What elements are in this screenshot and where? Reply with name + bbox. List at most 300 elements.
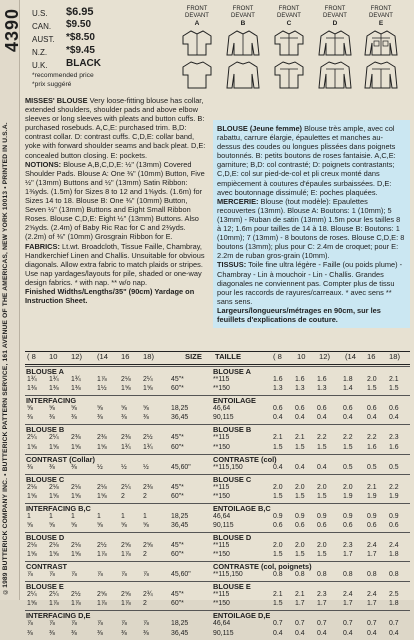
yardage-value-yards: 1⅜ [49,385,59,393]
yardage-value-yards: 2 [143,600,147,608]
fabric-width-inches: 36,45 [171,629,189,637]
description-french [213,120,410,328]
yardage-value-yards: 2¾ [143,591,153,599]
yardage-value-metres: 2.0 [295,542,305,549]
yardage-value-metres: 2.1 [295,434,305,442]
yardage-value-yards: ⅜ [143,629,149,637]
yardage-value-metres: 0.5 [389,463,399,471]
yardage-value-metres: 0.9 [295,512,305,520]
blouse-back-icon [364,60,398,90]
size-label: 18) [143,352,154,361]
yardage-value-yards: ⅞ [97,571,103,579]
yardage-value-metres: 2.3 [389,434,399,442]
finished-text: Finished Widths/Lengths/35" (90cm) Yardage on Instruction Sheet. [25,286,195,306]
size-label: ( 8 [273,352,282,361]
yardage-value-yards: ⅝ [143,405,149,413]
yardage-value-metres: 0.6 [343,522,353,529]
garment-title: BLOUSE (Jeune femme) [217,124,303,133]
view-caption: FRONT DEVANT [231,6,255,19]
view-letter: E [378,20,384,27]
view-d [314,6,356,57]
yardage-value-metres: 2.0 [273,483,283,491]
yardage-value-metres: 2.0 [317,483,327,491]
yardage-value-yards: 1⅜ [71,385,81,393]
yardage-value-metres: 0.8 [317,571,327,579]
yardage-value-metres: 1.7 [367,600,377,608]
yardage-value-metres: 0.4 [367,414,377,422]
garment-description: Blouse très ample, avec col rabattu, carrure élargie, épaulettes et manches au-dessus des coudes ou longues plissées dans poignets boutonnés. B: petits boutons de roses fantaisie. A,C,E: garniture; B,D: col contrasté; D: poignets contrastants; C,D,E: col sur pied-de-col et pli creux monté dans empiècement à coutures d'épaules surbaissées. D,E: avec boutonnage dissimulé; E: poches plaquées. [217,124,396,197]
yardage-value-metres: 1.5 [343,443,353,451]
yardage-value-yards: 1⅝ [49,443,59,451]
yardage-value-metres: 0.4 [317,463,327,471]
yardage-value-yards: ⅝ [71,522,77,529]
yardage-value-metres: 1.5 [273,443,283,451]
yardage-value-metres: 2.4 [367,591,377,599]
yardage-value-metres: 1.9 [367,492,377,500]
blouse-sketch-icon [318,29,352,57]
yardage-value-yards: 2⅛ [49,483,59,491]
size-label: 16 [367,352,376,361]
yardage-row [25,414,410,424]
back-view-c [268,58,310,90]
yardage-value-metres: 0.5 [343,463,353,471]
yardage-value-yards: ½ [143,463,149,471]
yardage-value-yards: 1 [143,512,147,520]
view-a [176,6,218,57]
side-credit: ©1989 BUTTERICK COMPANY INC. • BUTTERICK PATTERN SERVICE, 161 AVENUE OF THE AMERICAS, NEW YORK 10013 • PRINTED IN U.S.A. [2,122,9,595]
yardage-value-yards: 2 [143,492,147,500]
yardage-value-yards: 1⅝ [71,443,81,451]
yardage-value-metres: 0.6 [343,405,353,413]
yardage-value-metres: 0.8 [389,571,399,579]
fabric-width-inches: 18,25 [171,405,189,413]
yardage-value-yards: ⅞ [121,571,127,579]
yardage-value-metres: 1.6 [367,443,377,451]
blouse-back-icon [226,60,260,90]
pattern-number: 4390 [2,8,22,53]
yardage-row [25,385,410,395]
yardage-value-metres: 0.4 [389,414,399,422]
yardage-value-yards: 2¼ [49,434,59,442]
yardage-value-metres: 1.3 [317,385,327,393]
yardage-value-metres: 1.5 [317,443,327,451]
yardage-value-metres: 1.6 [295,376,305,383]
fabric-width-inches: 45"* [171,376,184,383]
recommended-note-en: *recommended price [32,72,94,79]
yardage-value-metres: 1.5 [273,551,283,559]
yardage-value-yards: 1¾ [27,376,37,383]
fabric-width-inches: 45"* [171,483,184,491]
finished-note [217,306,406,324]
fabric-width-cm: **115,150 [213,463,243,471]
yardage-value-metres: 2.0 [273,542,283,549]
yardage-value-yards: ⅝ [71,405,77,413]
description-paragraph [217,124,406,197]
fabric-width-inches: 36,45 [171,414,189,422]
yardage-table [25,366,410,637]
yardage-value-yards: ⅝ [49,405,55,413]
yardage-value-yards: 2⅜ [97,434,107,442]
view-b [222,6,264,57]
yardage-row [25,630,410,640]
price-row [32,6,164,19]
yardage-value-yards: ⅜ [49,629,55,637]
fabric-width-cm: **150 [213,492,230,500]
yardage-row [25,444,410,454]
fabric-width-inches: 36,45 [171,522,189,529]
section-label-en: INTERFACING D,E [26,611,91,621]
yardage-value-yards: 2¼ [27,434,37,442]
fabric-width-cm: 46,64 [213,405,231,413]
view-letter: D [332,20,338,27]
fabric-width-inches: 60"* [171,551,184,559]
size-label: (14 [97,352,108,361]
fabrics-text: Lt.wt. Broadcloth, Tissue Faille, Chambray, Handkerchief Linen and Challis. Unsuitable for obvious diagonals. Allow extra fabric to match plaids or stripes. Use nap yardages/layouts for pile, shaded or one-way design fabrics. * with nap. ** w/o nap. [25,241,205,287]
blouse-sketch-icon [226,29,260,57]
yardage-value-yards: 2⅛ [27,542,37,549]
yardage-value-yards: 1 [71,512,75,520]
yardage-value-metres: 1.5 [273,600,283,608]
section-label-fr: CONTRASTE (col, poignets) [213,562,312,572]
yardage-value-metres: 0.9 [317,512,327,520]
yardage-value-metres: 1.3 [295,385,305,393]
view-letter: A [194,20,200,27]
view-letter: B [240,20,246,27]
yardage-value-yards: 1⅝ [97,443,107,451]
section-label-en: BLOUSE B [26,425,65,435]
fabric-width-cm: **115 [213,542,230,549]
fabric-width-inches: 18,25 [171,620,189,628]
size-label: 12) [71,352,82,361]
notions-paragraph [25,160,206,242]
yardage-value-yards: ⅞ [143,571,149,579]
yardage-value-metres: 1.5 [295,551,305,559]
section-label-fr: BLOUSE A [213,367,251,376]
yardage-value-yards: ⅜ [71,463,77,471]
yardage-value-yards: 1 [121,512,125,520]
yardage-value-metres: 0.4 [273,463,283,471]
yardage-row [25,571,410,581]
price-amount: $6.95 [66,6,94,18]
fabric-width-cm: **115 [213,483,230,491]
back-view-d [314,58,356,90]
yardage-value-metres: 0.6 [295,405,305,413]
section-label-en: INTERFACING [26,396,77,406]
yardage-row [25,551,410,561]
yardage-value-metres: 0.9 [343,512,353,520]
yardage-value-metres: 1.4 [343,385,353,393]
size-label: 16 [121,352,130,361]
yardage-value-metres: 0.7 [343,620,353,628]
fabric-width-cm: **115,150 [213,571,243,579]
yardage-value-yards: 2½ [71,591,81,599]
yardage-value-yards: 2⅜ [121,434,131,442]
yardage-value-metres: 1.7 [343,600,353,608]
yardage-value-yards: ⅞ [27,571,33,579]
notions-text: Blouse A,B,C,D,E: ½" (13mm) Covered Shoulder Pads. Blouse A: One ⅜" (10mm) Button, Five ½" (13mm) Buttons and ½" (13mm) Satin Ribbon: 1⅜yds. (1.5m) for Sizes 8 to 12 and 1⅝yds. (1.6m) for Sizes 14 to 18. Blouse B: One ⅜" (10mm) Button, Seven ½" (13mm) Buttons and Eight Small Ribbon Roses. Blouse C,D,E: Eight ½" (13mm) Buttons. Also 2⅝yds. (2.4m) of Baby Ric Rac for C and 2⅜yds. (2.2m) of ⅜" (10mm) Grosgrain Ribbon for E. [25,159,205,242]
yardage-value-metres: 1.9 [389,492,399,500]
yardage-value-metres: 2.2 [389,483,399,491]
yardage-value-metres: 2.3 [317,591,327,599]
yardage-value-yards: ⅜ [97,414,103,422]
yardage-value-metres: 2.1 [273,434,283,442]
yardage-value-yards: 2⅛ [49,542,59,549]
yardage-value-yards: 2⅝ [121,591,131,599]
price-amount: $9.50 [66,19,92,30]
yardage-value-metres: 1.5 [295,443,305,451]
yardage-value-yards: ⅜ [143,414,149,422]
yardage-value-yards: 1 [49,512,53,520]
garment-description: Very loose-fitting blouse has collar, extended shoulders, shoulder pads and above elbow sleeves or long sleeves with pleats and button cuffs. B: purchased rosebuds. A,C,E: purchased trim. B,D: contrast collar. D: contrast cuffs. C,D,E: collar band, yoke with forward shoulder seams and back pleat. D,E: concealed button closing. E: pockets. [25,96,206,160]
back-view-a [176,58,218,90]
yardage-value-metres: 0.4 [317,414,327,422]
fabric-width-inches: 45"* [171,542,184,549]
section-label-en: BLOUSE D [26,533,65,542]
fabrics-label: FABRICS: [25,241,60,251]
notions-text: Blouse (tout modèle): Epaulettes recouvertes (13mm). Blouse A: Boutons: 1 (10mm); 5 (13mm) - Ruban de satin (13mm) 1.5m pour les tailles 8 à 12; 1.6m pour tailles de 14 à 18. Blouse B: Boutons: 1 (10mm); 7 (13mm) - 8 boutons de roses. Blouse C,D,E: 8 boutons (13mm); plus pour C: 2.4m de croquet; pour E: 2.2m de ruban gros-grain (10mm). [217,196,405,261]
notions-paragraph [217,197,406,261]
fabric-width-inches: 45"* [171,591,184,599]
yardage-value-yards: 2⅜ [71,434,81,442]
price-country: N.Z. [32,48,48,57]
yardage-value-yards: 1⅝ [27,443,37,451]
view-caption: FRONT DEVANT [369,6,393,19]
yardage-value-metres: 0.7 [367,620,377,628]
fabric-width-cm: 46,64 [213,512,231,520]
yardage-value-metres: 1.6 [273,376,283,383]
yardage-value-yards: ⅜ [71,629,77,637]
yardage-value-yards: 1⅞ [121,600,131,608]
price-country: U.K. [32,61,48,70]
yardage-row [25,464,410,474]
yardage-value-metres: 0.4 [273,629,283,637]
size-label: 18) [389,352,400,361]
yardage-value-metres: 1.5 [317,492,327,500]
fabric-width-cm: 46,64 [213,620,231,628]
price-country: U.S. [32,9,48,18]
fabric-width-inches: 60"* [171,385,184,393]
yardage-value-metres: 2.1 [295,591,305,599]
yardage-value-yards: 1⅞ [97,600,107,608]
yardage-value-yards: 1¾ [71,376,81,383]
header-rule [25,364,410,365]
yardage-value-yards: 2⅝ [143,542,153,549]
yardage-value-yards: ⅝ [97,522,103,529]
yardage-value-metres: 1.5 [273,492,283,500]
fabric-width-cm: 90,115 [213,414,234,422]
fabric-width-inches: 60"* [171,600,184,608]
size-label: 10 [49,352,58,361]
yardage-value-metres: 0.4 [343,629,353,637]
yardage-value-yards: ⅝ [27,405,33,413]
yardage-value-metres: 0.4 [343,414,353,422]
yardage-value-metres: 2.4 [343,591,353,599]
yardage-value-metres: 2.0 [367,376,377,383]
yardage-value-yards: 2 [121,492,125,500]
yardage-value-yards: 1⅞ [49,600,59,608]
fabric-width-cm: **150 [213,551,230,559]
yardage-value-yards: ⅞ [27,620,33,628]
yardage-value-yards: 1⅞ [97,376,107,383]
yardage-row [25,600,410,610]
yardage-value-yards: 2¼ [143,376,153,383]
fabric-width-cm: **150 [213,600,230,608]
yardage-value-yards: 2⅛ [97,483,107,491]
fabrics-paragraph [25,242,206,287]
yardage-value-metres: 1.5 [389,385,399,393]
yardage-value-metres: 2.2 [317,434,327,442]
yardage-row [25,522,410,532]
size-title: TAILLE [215,352,242,361]
yardage-value-metres: 0.6 [367,522,377,529]
yardage-value-yards: ⅞ [49,620,55,628]
yardage-value-yards: 2⅛ [71,542,81,549]
yardage-value-yards: 1⅝ [49,492,59,500]
yardage-value-yards: 2½ [143,434,153,442]
yardage-value-metres: 0.6 [367,405,377,413]
size-label: (14 [345,352,356,361]
yardage-value-metres: 1.5 [295,492,305,500]
yardage-value-yards: ⅜ [49,414,55,422]
yardage-value-metres: 1.5 [317,551,327,559]
yardage-value-metres: 1.7 [317,600,327,608]
notions-label: MERCERIE: [217,196,259,206]
yardage-value-metres: 1.7 [295,600,305,608]
yardage-value-metres: 2.0 [343,483,353,491]
yardage-value-yards: 2⅝ [97,591,107,599]
yardage-value-metres: 0.9 [273,512,283,520]
yardage-value-metres: 1.8 [389,600,399,608]
fabric-width-cm: **150 [213,385,230,393]
yardage-value-metres: 1.7 [367,551,377,559]
yardage-value-yards: ⅜ [27,414,33,422]
yardage-value-metres: 0.5 [367,463,377,471]
fabrics-label: TISSUS: [217,260,247,270]
yardage-value-yards: 1⅝ [121,385,131,393]
price-country: AUST. [32,35,55,44]
back-view-b [222,58,264,90]
description-paragraph [25,96,206,160]
size-label: 12) [319,352,330,361]
view-letter: C [286,20,292,27]
price-row [32,32,164,45]
blouse-back-icon [180,60,214,90]
yardage-value-metres: 2.2 [367,434,377,442]
yardage-value-metres: 1.9 [343,492,353,500]
section-label-fr: ENTOILAGE [213,396,256,406]
yardage-value-metres: 2.4 [367,542,377,549]
yardage-value-yards: ⅜ [27,629,33,637]
yardage-value-metres: 0.7 [273,620,283,628]
yardage-value-yards: ⅜ [121,414,127,422]
description-english [25,96,206,305]
yardage-value-yards: 2⅛ [27,483,37,491]
yardage-value-yards: 1⅝ [97,492,107,500]
fabric-width-inches: 45,60" [171,463,191,471]
yardage-value-yards: ⅞ [97,620,103,628]
yardage-value-metres: 2.0 [295,483,305,491]
fabric-width-cm: 90,115 [213,522,234,529]
yardage-value-yards: 2 [143,551,147,559]
price-row [32,19,164,32]
section-label-en: BLOUSE A [26,367,64,376]
size-title: SIZE [185,352,202,361]
yardage-value-yards: ⅝ [143,522,149,529]
view-caption: FRONT DEVANT [185,6,209,19]
yardage-value-yards: 2¼ [27,591,37,599]
blouse-sketch-icon [272,29,306,57]
blouse-sketch-icon [180,29,214,57]
yardage-value-yards: ⅜ [49,463,55,471]
yardage-value-yards: 1⅝ [27,551,37,559]
price-country: CAN. [32,22,52,31]
yardage-value-yards: 1⅝ [71,492,81,500]
section-label-en: BLOUSE E [26,582,64,592]
fabric-width-cm: **115 [213,376,230,383]
yardage-value-yards: 1⅜ [27,385,37,393]
yardage-value-metres: 2.4 [389,542,399,549]
yardage-value-metres: 0.9 [367,512,377,520]
blouse-back-icon [272,60,306,90]
size-header-french [213,352,410,364]
blouse-back-icon [318,60,352,90]
yardage-value-metres: 1.7 [343,551,353,559]
price-list [32,6,164,89]
price-amount: *$8.50 [66,32,95,43]
yardage-value-yards: 2⅛ [71,483,81,491]
yardage-value-yards: ⅜ [97,629,103,637]
fabric-width-cm: **115 [213,591,230,599]
yardage-value-metres: 1.3 [273,385,283,393]
yardage-value-yards: 1¾ [143,443,153,451]
yardage-value-metres: 1.6 [389,443,399,451]
yardage-value-yards: ⅜ [121,629,127,637]
yardage-value-yards: ⅞ [71,571,77,579]
yardage-value-metres: 2.0 [317,542,327,549]
yardage-value-metres: 0.6 [273,405,283,413]
yardage-value-yards: ⅞ [143,620,149,628]
yardage-value-metres: 2.1 [273,591,283,599]
yardage-value-metres: 1.8 [389,551,399,559]
yardage-value-metres: 0.4 [389,629,399,637]
yardage-value-yards: 1⅞ [121,551,131,559]
yardage-value-metres: 0.4 [317,629,327,637]
yardage-value-metres: 0.6 [295,522,305,529]
yardage-value-metres: 0.4 [295,414,305,422]
yardage-value-yards: 1⅝ [49,551,59,559]
yardage-value-yards: 1¾ [121,443,131,451]
recommended-note-fr: *prix suggéré [32,81,72,88]
price-row [32,45,164,58]
back-view-e [360,58,402,90]
yardage-value-yards: ½ [97,463,103,471]
yardage-value-metres: 2.2 [343,434,353,442]
section-label-fr: BLOUSE D [213,533,252,542]
yardage-value-yards: 1⅞ [71,600,81,608]
yardage-value-yards: 1 [27,512,31,520]
yardage-value-yards: ⅞ [49,571,55,579]
yardage-value-metres: 0.4 [295,463,305,471]
yardage-value-yards: ⅝ [27,522,33,529]
fabric-width-cm: 90,115 [213,629,234,637]
yardage-value-yards: ½ [121,463,127,471]
yardage-value-metres: 0.8 [273,571,283,579]
yardage-value-metres: 0.8 [295,571,305,579]
notions-label: NOTIONS: [25,159,62,169]
yardage-value-yards: ⅞ [121,620,127,628]
fabric-width-inches: 60"* [171,443,184,451]
yardage-value-yards: 2⅝ [121,542,131,549]
